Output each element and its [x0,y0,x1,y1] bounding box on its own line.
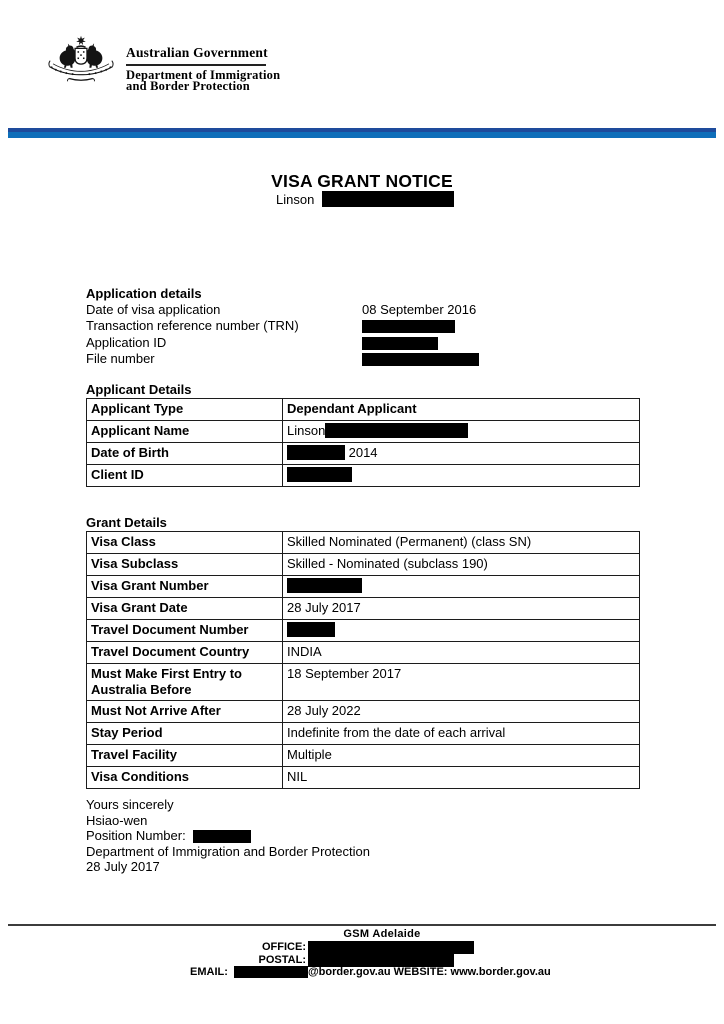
footer-divider [8,924,716,926]
table-row [87,620,640,642]
field-value: Indefinite from the date of each arrival [283,723,640,745]
recipient-name: Linson [276,192,315,207]
field-label: Travel Document Number [87,620,283,642]
redaction-bar [287,445,345,460]
field-value: Multiple [283,745,640,767]
field-label: Travel Facility [87,745,283,767]
applicant-details-heading: Applicant Details [86,382,192,397]
header-rule-bright-band [8,132,716,138]
table-row [87,701,640,723]
australian-coat-of-arms-icon [46,33,116,89]
signature-date: 28 July 2017 [86,859,160,875]
postal-label: POSTAL: [258,954,306,966]
department-name-line1: Department of Immigration [126,67,281,82]
field-value [362,318,455,333]
header-rule [8,128,716,138]
redaction-bar [362,353,479,366]
office-label: OFFICE: [262,941,306,953]
field-value [362,351,479,366]
field-label: Date of Birth [87,443,283,465]
field-label: Applicant Type [87,399,283,421]
grant-details-table [86,531,640,789]
field-label: Visa Grant Date [87,598,283,620]
field-label: Visa Grant Number [87,576,283,598]
field-label: Must Make First Entry to Australia Before [87,664,283,701]
signature-block [86,797,370,875]
signature-position-line [86,828,370,844]
redaction-bar [287,467,352,482]
email-label: EMAIL: [190,966,228,978]
redaction-bar [308,941,474,954]
letterhead-text [126,33,280,93]
field-value [283,576,640,598]
field-label: Visa Subclass [87,554,283,576]
table-row [87,421,640,443]
redaction-bar [287,622,335,637]
table-row [87,576,640,598]
website-value: www.border.gov.au [450,966,551,978]
field-value [362,335,438,350]
field-value: INDIA [283,642,640,664]
redaction-bar [193,830,251,843]
field-label: Applicant Name [87,421,283,443]
field-label: Date of visa application [86,302,221,317]
grant-details-heading: Grant Details [86,515,167,530]
application-details-heading: Application details [86,286,202,301]
table-row [87,745,640,767]
letterhead-divider [126,64,266,66]
detail-row [86,351,479,367]
table-row [87,443,640,465]
field-label: Travel Document Country [87,642,283,664]
redaction-bar [325,423,468,438]
position-number-label: Position Number: [86,828,186,844]
page-title: VISA GRANT NOTICE [271,171,453,191]
field-label: Visa Conditions [87,767,283,789]
footer-office-name: GSM Adelaide [343,928,421,940]
signature-closing: Yours sincerely [86,797,174,812]
table-row [87,465,640,487]
field-value [283,620,640,642]
footer-email-line [190,966,551,978]
field-value: 28 July 2022 [283,701,640,723]
detail-row [86,335,479,351]
field-label: Client ID [87,465,283,487]
letterhead [46,33,280,93]
redaction-bar [362,320,455,333]
table-row [87,642,640,664]
field-value: 18 September 2017 [283,664,640,701]
applicant-details-table [86,398,640,487]
field-value: Skilled Nominated (Permanent) (class SN) [283,532,640,554]
signature-name: Hsiao-wen [86,812,148,828]
detail-row [86,302,479,318]
table-row [87,723,640,745]
field-value: 2014 [283,443,640,465]
department-name-line2: and Border Protection [126,79,250,93]
table-row [87,664,640,701]
recipient-line [276,191,454,208]
field-label: Stay Period [87,723,283,745]
field-value: Skilled - Nominated (subclass 190) [283,554,640,576]
field-label: Visa Class [87,532,283,554]
field-label: Application ID [86,334,167,350]
field-label: File number [86,351,155,367]
application-details-rows [86,302,479,368]
table-row [87,399,640,421]
field-value: 28 July 2017 [283,598,640,620]
table-row [87,598,640,620]
table-row [87,554,640,576]
redaction-bar [362,337,438,350]
signature-department: Department of Immigration and Border Protection [86,843,370,859]
field-label: Transaction reference number (TRN) [86,318,299,334]
redaction-bar [322,191,454,207]
field-value: Linson [283,421,640,443]
table-row [87,532,640,554]
redaction-bar [234,966,308,978]
redaction-bar [287,578,362,593]
field-label: Must Not Arrive After [87,701,283,723]
table-row [87,767,640,789]
footer-office-line [0,941,724,954]
field-value [283,465,640,487]
government-title: Australian Government [126,45,268,60]
website-label: WEBSITE: [393,966,448,978]
detail-row [86,318,479,334]
field-value: Dependant Applicant [283,399,640,421]
field-value: 08 September 2016 [362,302,477,317]
email-domain: @border.gov.au [307,966,391,978]
field-value: NIL [283,767,640,789]
